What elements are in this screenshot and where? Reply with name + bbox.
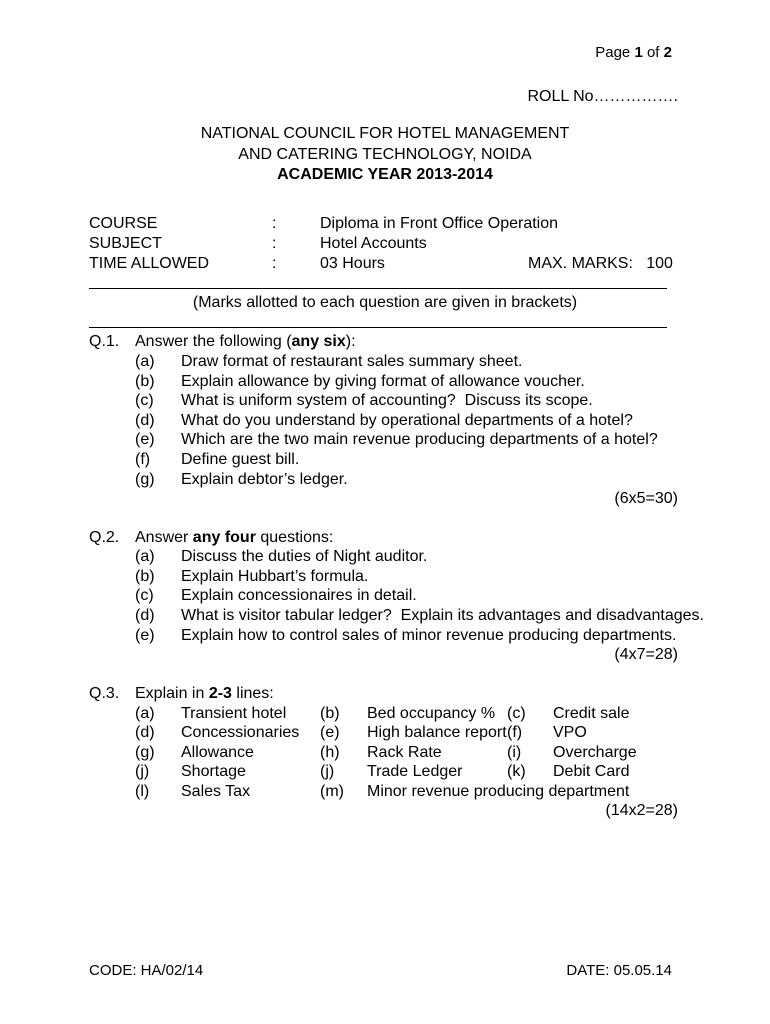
page-number (595, 44, 672, 61)
q3-term-label: (c) (507, 705, 526, 722)
q2-item-text: Explain concessionaires in detail. (181, 587, 417, 604)
q3-term: Debit Card (553, 763, 630, 780)
q3-number: Q.3. (89, 685, 120, 702)
q3-term: Overcharge (553, 744, 637, 761)
page-label: Page (595, 44, 631, 61)
header-line-2: AND CATERING TECHNOLOGY, NOIDA (238, 146, 532, 163)
q3-term-label: (f) (507, 724, 523, 741)
q2-item-text: What is visitor tabular ledger? Explain its advantages and disadvantages. (181, 607, 704, 624)
divider-top (89, 288, 667, 289)
q1-item-text: Which are the two main revenue producing departments of a hotel? (181, 431, 658, 448)
q1-item-label: (a) (135, 353, 155, 370)
q1-item-label: (e) (135, 431, 155, 448)
header-line-1: NATIONAL COUNCIL FOR HOTEL MANAGEMENT (200, 125, 570, 142)
max-marks: MAX. MARKS: 100 (528, 255, 673, 272)
q3-term-label: (g) (135, 744, 155, 761)
q3-term-label: (e) (320, 724, 340, 741)
q1-item-label: (f) (135, 451, 151, 468)
time-value: 03 Hours (320, 255, 385, 272)
q3-term-label: (l) (135, 783, 150, 800)
q1-item-text: Draw format of restaurant sales summary sheet. (181, 353, 523, 370)
q1-item-label: (d) (135, 412, 155, 429)
q3-marks: (14x2=28) (605, 802, 678, 819)
page-total: 2 (663, 44, 672, 61)
q3-term-label: (k) (507, 763, 526, 780)
course-colon: : (272, 215, 277, 232)
roll-number: ROLL No……………. (527, 88, 678, 105)
page-current: 1 (634, 44, 643, 61)
q2-item-label: (e) (135, 627, 155, 644)
q2-item-text: Explain Hubbart’s formula. (181, 568, 369, 585)
q2-number: Q.2. (89, 529, 120, 546)
q3-term-label: (m) (320, 783, 344, 800)
header-academic-year: ACADEMIC YEAR 2013-2014 (277, 166, 493, 183)
q2-item-text: Explain how to control sales of minor revenue producing departments. (181, 627, 677, 644)
divider-bottom (89, 327, 667, 328)
q1-number: Q.1. (89, 333, 120, 350)
q3-term-label: (h) (320, 744, 340, 761)
q3-term-label: (j) (135, 763, 150, 780)
q2-item-label: (a) (135, 548, 155, 565)
q3-term: Allowance (181, 744, 254, 761)
q3-term: Trade Ledger (367, 763, 463, 780)
q1-item-text: Explain allowance by giving format of allowance voucher. (181, 373, 585, 390)
q3-term: VPO (553, 724, 587, 741)
course-label: COURSE (89, 215, 158, 232)
q1-item-text: Explain debtor’s ledger. (181, 471, 348, 488)
footer-code: CODE: HA/02/14 (89, 962, 204, 979)
q3-term-label: (a) (135, 705, 155, 722)
time-colon: : (272, 255, 277, 272)
q3-term-label: (d) (135, 724, 155, 741)
q3-prompt: Explain in 2-3 lines: (135, 685, 274, 702)
footer-date: DATE: 05.05.14 (566, 962, 672, 979)
page-of: of (646, 44, 660, 61)
q1-item-text: Define guest bill. (181, 451, 300, 468)
subject-label: SUBJECT (89, 235, 162, 252)
q2-item-label: (c) (135, 587, 154, 604)
marks-note: (Marks allotted to each question are given in brackets) (192, 294, 578, 311)
q1-item-text: What do you understand by operational departments of a hotel? (181, 412, 633, 429)
q3-term: Rack Rate (367, 744, 442, 761)
q2-item-label: (d) (135, 607, 155, 624)
time-label: TIME ALLOWED (89, 255, 210, 272)
q1-item-label: (c) (135, 392, 154, 409)
q3-term: High balance report (367, 724, 507, 741)
q1-item-text: What is uniform system of accounting? Discuss its scope. (181, 392, 593, 409)
q3-term: Credit sale (553, 705, 630, 722)
q3-term: Shortage (181, 763, 246, 780)
q2-item-text: Discuss the duties of Night auditor. (181, 548, 428, 565)
q2-prompt: Answer any four questions: (135, 529, 334, 546)
subject-colon: : (272, 235, 277, 252)
q1-item-label: (g) (135, 471, 155, 488)
q3-term: Concessionaries (181, 724, 300, 741)
q3-term: Transient hotel (181, 705, 287, 722)
q3-term-label: (j) (320, 763, 335, 780)
q2-marks: (4x7=28) (614, 646, 678, 663)
q3-term-label: (i) (507, 744, 522, 761)
q3-term: Sales Tax (181, 783, 251, 800)
q2-item-label: (b) (135, 568, 155, 585)
q1-prompt: Answer the following (any six): (135, 333, 356, 350)
course-value: Diploma in Front Office Operation (320, 215, 559, 232)
q3-term: Bed occupancy % (367, 705, 496, 722)
q3-term-label: (b) (320, 705, 340, 722)
q1-marks: (6x5=30) (614, 490, 678, 507)
q3-term: Minor revenue producing department (367, 783, 630, 800)
subject-value: Hotel Accounts (320, 235, 427, 252)
q1-item-label: (b) (135, 373, 155, 390)
